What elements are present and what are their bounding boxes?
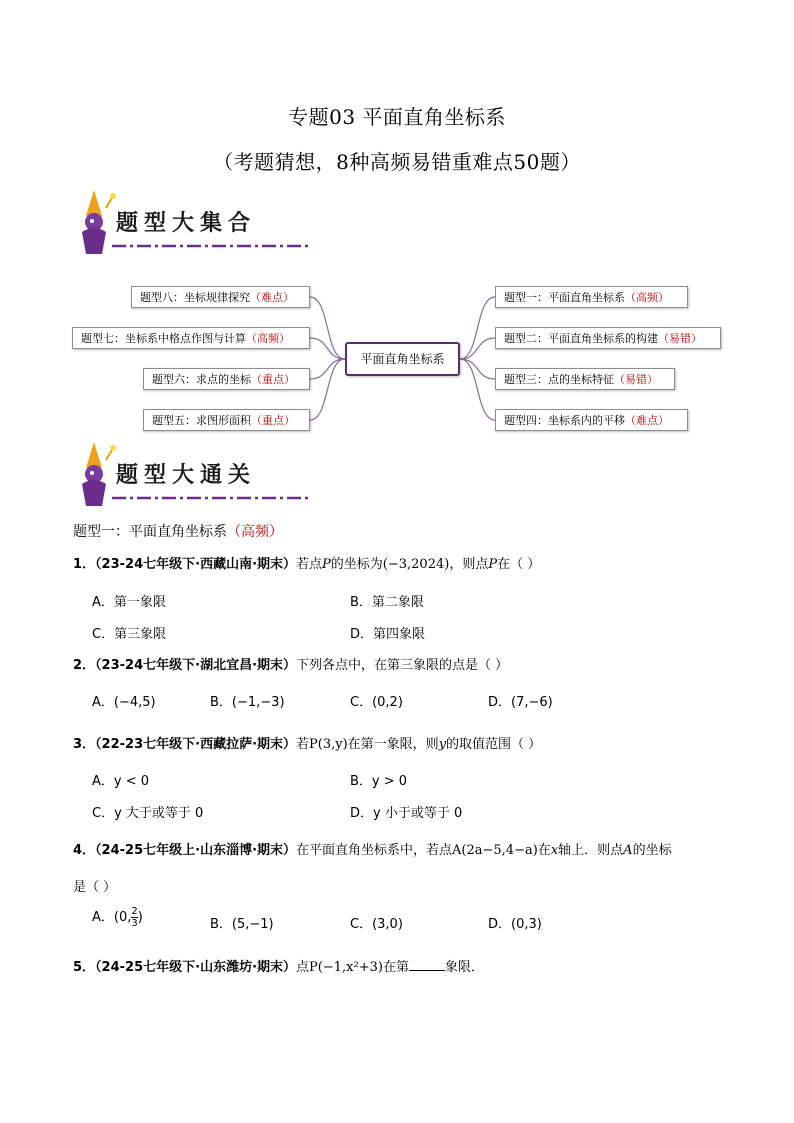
wizard-mascot-icon — [72, 188, 116, 258]
banner-title: 题型大通关 — [116, 462, 257, 488]
mindmap-node-type5: 题型五：求图形面积（重点） — [143, 409, 310, 431]
section-heading: 题型一：平面直角坐标系（高频） — [73, 524, 283, 540]
q3-option-b[interactable]: B．y > 0 — [350, 774, 408, 789]
wizard-mascot-icon — [72, 440, 116, 510]
q4-option-c[interactable]: C．(3,0) — [350, 917, 403, 932]
q1-option-a[interactable]: A．第一象限 — [92, 595, 166, 610]
page-title: 专题03 平面直角坐标系 — [288, 105, 506, 129]
mindmap-node-type7: 题型七：坐标系中格点作图与计算（高频） — [72, 327, 310, 349]
question-2: 2．（23-24七年级下·湖北宜昌·期末）下列各点中，在第三象限的点是（ ） — [73, 658, 509, 673]
section-banner-practice — [72, 440, 312, 510]
banner-underline — [112, 496, 312, 500]
question-4-line2: 是（ ） — [73, 880, 117, 895]
q3-option-d[interactable]: D．y 小于或等于 0 — [350, 806, 463, 821]
q1-option-b[interactable]: B．第二象限 — [350, 595, 424, 610]
question-5: 5．（24-25七年级下·山东潍坊·期末）点P(−1,x²+3)在第 象限． — [73, 960, 484, 975]
q3-option-a[interactable]: A．y < 0 — [92, 774, 150, 789]
mindmap-node-type3: 题型三：点的坐标特征（易错） — [495, 368, 675, 390]
mindmap-node-type2: 题型二：平面直角坐标系的构建（易错） — [495, 327, 721, 349]
q2-option-b[interactable]: B．(−1,−3) — [210, 695, 285, 710]
mindmap-node-type1: 题型一：平面直角坐标系（高频） — [495, 286, 688, 308]
q4-option-b[interactable]: B．(5,−1) — [210, 917, 274, 932]
question-3: 3．（22-23七年级下·西藏拉萨·期末）若P(3,y)在第一象限，则y的取值范围（ ） — [73, 737, 542, 752]
q4-option-d[interactable]: D．(0,3) — [488, 917, 542, 932]
mindmap-node-type8: 题型八：坐标规律探究（难点） — [131, 286, 310, 308]
q3-option-c[interactable]: C．y 大于或等于 0 — [92, 806, 204, 821]
q2-option-d[interactable]: D．(7,−6) — [488, 695, 553, 710]
q1-option-c[interactable]: C．第三象限 — [92, 627, 167, 642]
question-1: 1．（23-24七年级下·西藏山南·期末）若点P的坐标为(−3,2024)，则点P在（ ） — [73, 557, 541, 572]
mindmap-node-type4: 题型四：坐标系内的平移（难点） — [495, 409, 688, 431]
q4-option-a[interactable]: A．(0, $\frac{2}{3}$ ) — [92, 906, 143, 929]
answer-blank[interactable] — [409, 958, 445, 971]
banner-underline — [112, 244, 312, 248]
section-banner-collection — [72, 188, 312, 258]
question-4: 4．（24-25七年级上·山东淄博·期末）在平面直角坐标系中，若点A(2a−5,4−a)在x轴上．则点A的坐标 — [73, 843, 672, 858]
page-subtitle: （考题猜想，8种高频易错重难点50题） — [213, 150, 581, 174]
fraction: $\frac{2}{3}$ — [131, 906, 138, 929]
q2-option-c[interactable]: C．(0,2) — [350, 695, 403, 710]
mindmap-center-node: 平面直角坐标系 — [345, 342, 460, 376]
banner-title: 题型大集合 — [116, 210, 257, 236]
q1-option-d[interactable]: D．第四象限 — [350, 627, 426, 642]
q2-option-a[interactable]: A．(−4,5) — [92, 695, 156, 710]
mindmap-node-type6: 题型六：求点的坐标（重点） — [143, 368, 310, 390]
